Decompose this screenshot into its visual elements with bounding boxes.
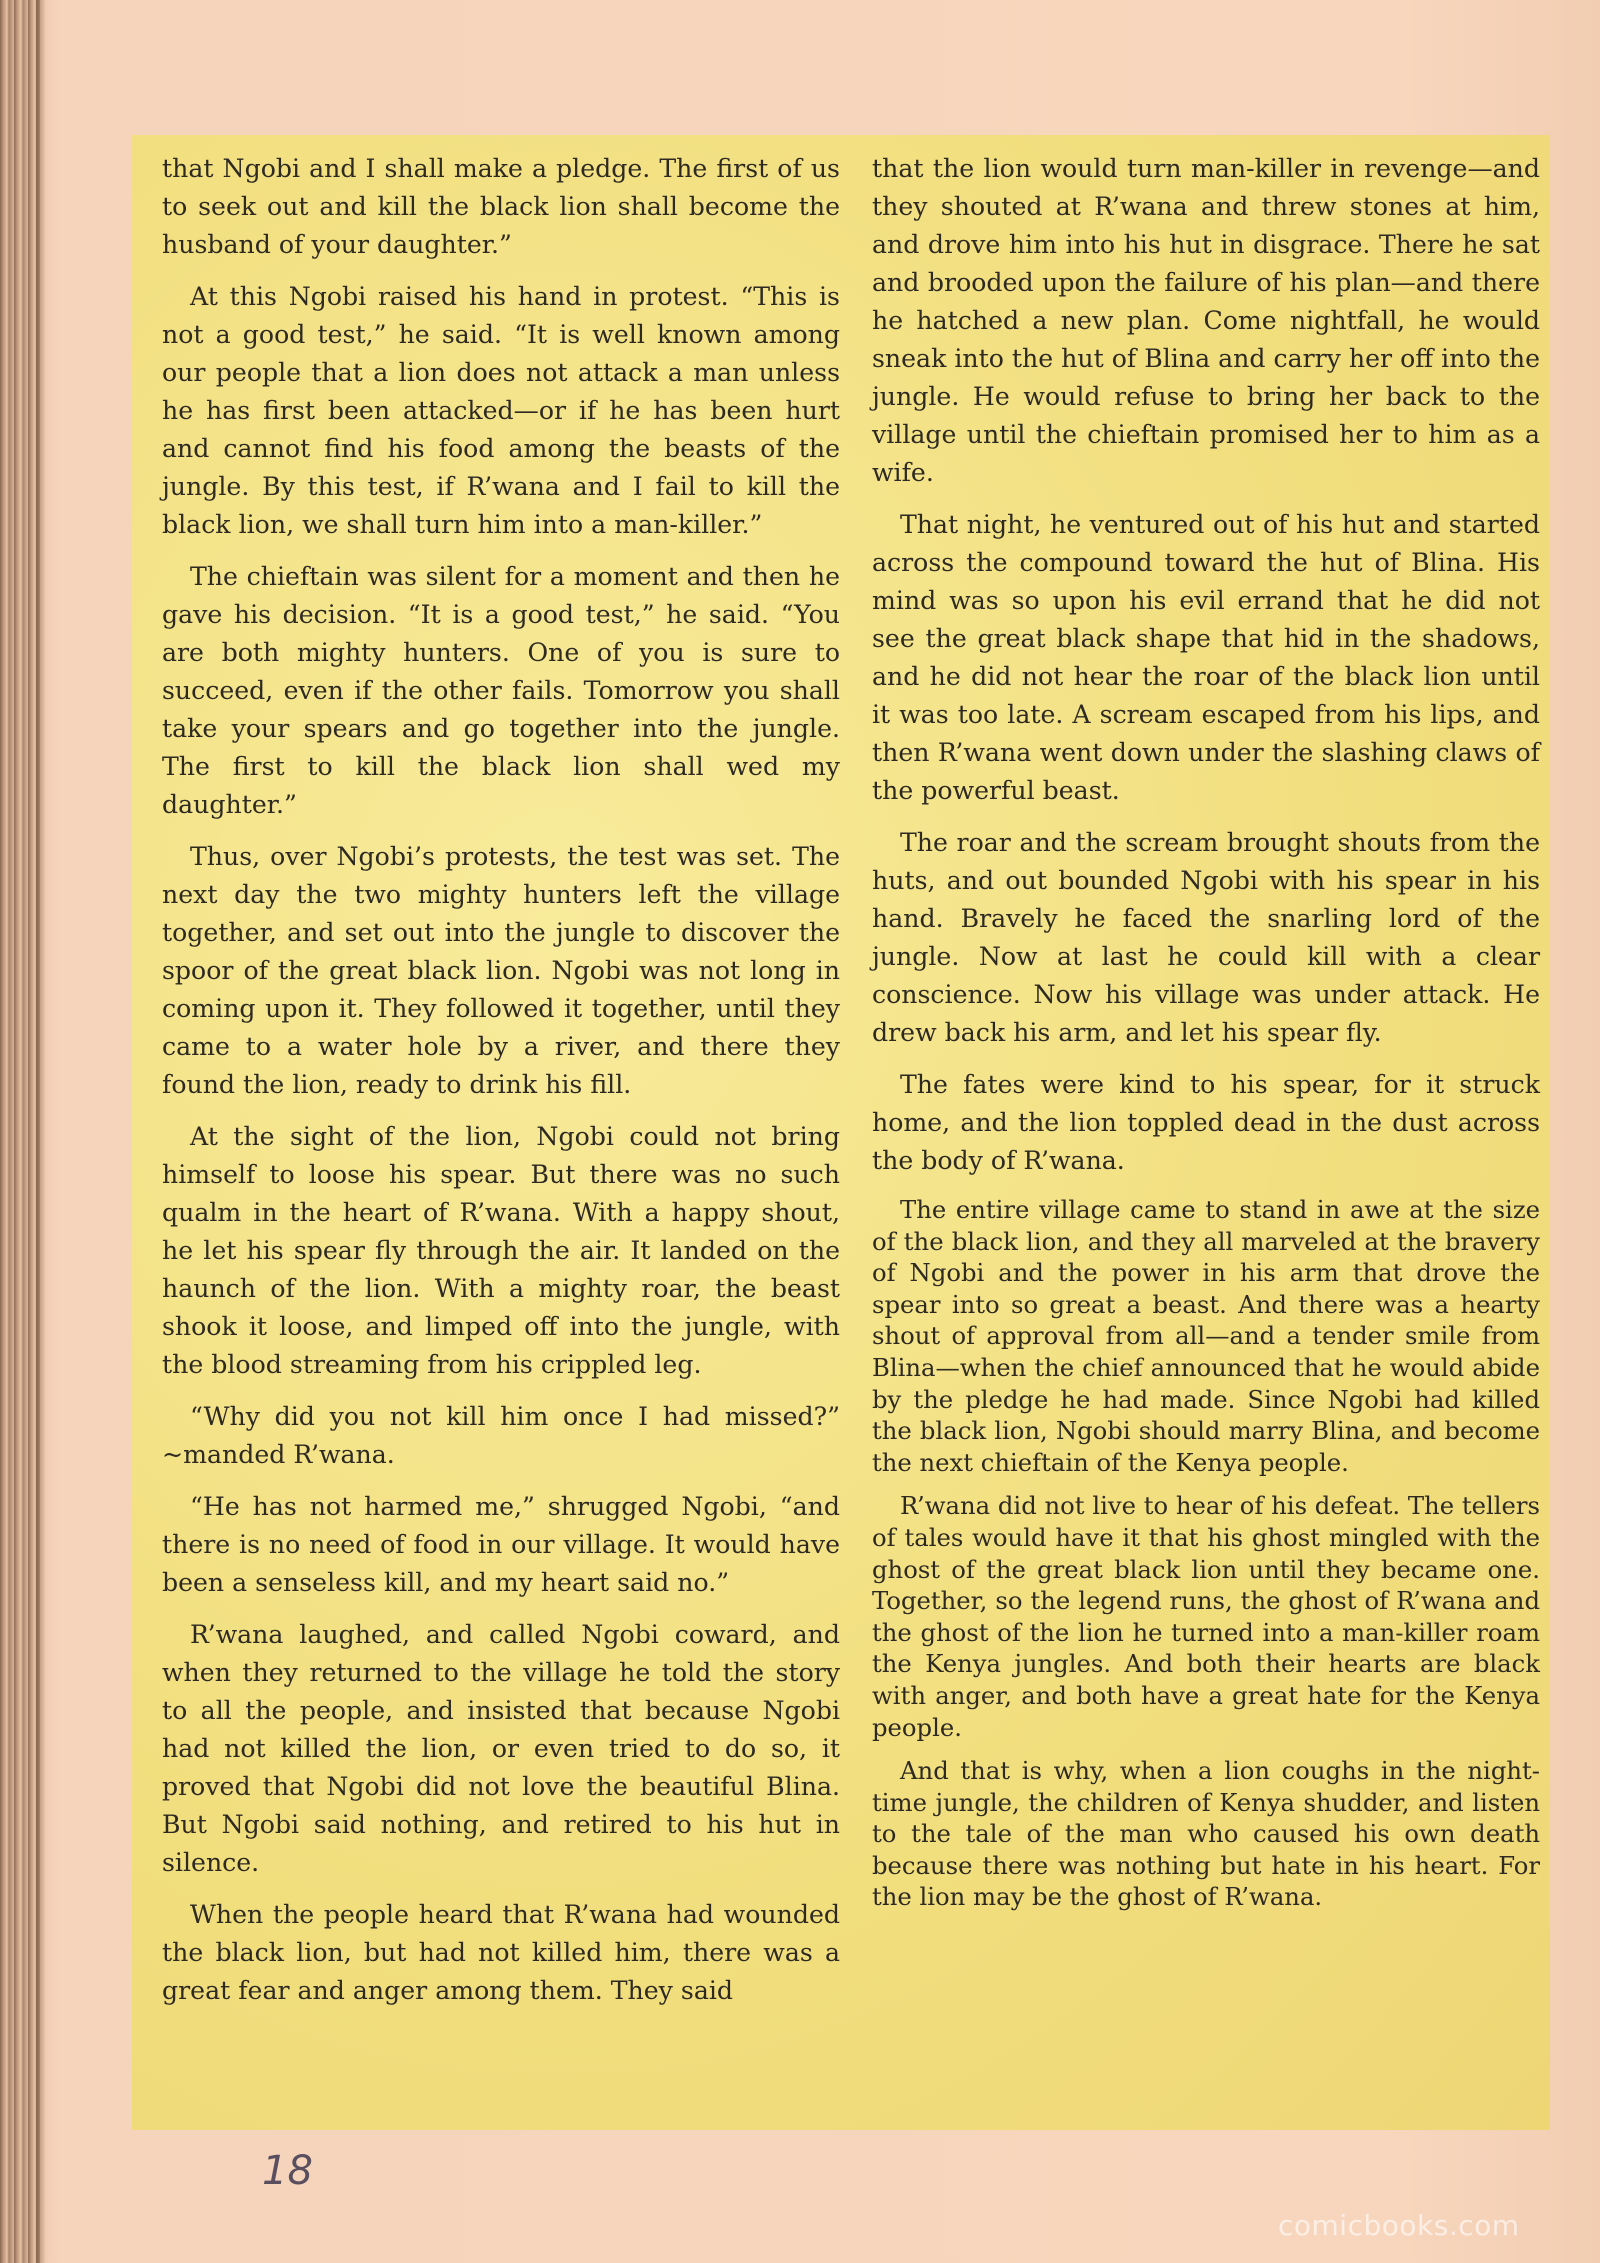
- paragraph: At this Ngobi raised his hand in protest. “This is not a good test,” he said. “It is well known among our people that a lion does not attack a man unless he has first been attacked—or if he has been hurt and cannot find his food among the beasts of the jungle. By this test, if R’wana and I fail to kill the black lion, we shall turn him into a man-killer.”: [162, 282, 840, 539]
- page-number: 18: [262, 2148, 313, 2194]
- left-column: [162, 150, 840, 2024]
- paragraph: R’wana did not live to hear of his defeat. The tellers of tales would have it that his ghost mingled with the ghost of the great black lion until they became one. Together, so the legend runs, the ghost of R’wana and the ghost of the lion he turned into a man-killer roam the Kenya jungles. And both their hearts are black with anger, and both have a great hate for the Kenya people.: [872, 1491, 1540, 1742]
- binding-spine: [0, 0, 40, 2263]
- site-watermark: comicbooks.com: [1278, 2209, 1520, 2242]
- right-column: [872, 150, 1540, 1925]
- paragraph: And that is why, when a lion coughs in the night-time jungle, the children of Kenya shudder, and listen to the tale of the man who caused his own death because there was nothing but hate in his heart. For the lion may be the ghost of R’wana.: [872, 1756, 1540, 1912]
- paragraph: R’wana laughed, and called Ngobi coward, and when they returned to the village he told the story to all the people, and insisted that because Ngobi had not killed the lion, or even tried to do so, it proved that Ngobi did not love the beautiful Blina. But Ngobi said nothing, and retired to his hut in silence.: [162, 1620, 840, 1877]
- paragraph: The chieftain was silent for a moment and then he gave his decision. “It is a good test,” he said. “You are both mighty hunters. One of you is sure to succeed, even if the other fails. Tomorrow you shall take your spears and go together into the jungle. The first to kill the black lion shall wed my daughter.”: [162, 562, 840, 819]
- paragraph: that Ngobi and I shall make a pledge. The first of us to seek out and kill the black lion shall become the husband of your daughter.”: [162, 154, 840, 259]
- paragraph: That night, he ventured out of his hut and started across the compound toward the hut of Blina. His mind was so upon his evil errand that he did not see the great black shape that hid in the shadows, and he did not hear the roar of the black lion until it was too late. A scream escaped from his lips, and then R’wana went down under the slashing claws of the powerful beast.: [872, 510, 1540, 805]
- paragraph: “Why did you not kill him once I had missed?” ~manded R’wana.: [162, 1402, 840, 1469]
- paragraph: “He has not harmed me,” shrugged Ngobi, “and there is no need of food in our village. It would have been a senseless kill, and my heart said no.”: [162, 1492, 840, 1597]
- paragraph: Thus, over Ngobi’s protests, the test was set. The next day the two mighty hunters left the village together, and set out into the jungle to discover the spoor of the great black lion. Ngobi was not long in coming upon it. They followed it together, until they came to a water hole by a river, and there they found the lion, ready to drink his fill.: [162, 842, 840, 1099]
- paragraph: The entire village came to stand in awe at the size of the black lion, and they all marveled at the bravery of Ngobi and the power in his arm that drove the spear into so great a beast. And there was a hearty shout of approval from all—and a tender smile from Blina—when the chief announced that he would abide by the pledge he had made. Since Ngobi had killed the black lion, Ngobi should marry Blina, and become the next chieftain of the Kenya people.: [872, 1195, 1540, 1477]
- paragraph: The roar and the scream brought shouts from the huts, and out bounded Ngobi with his spear in his hand. Bravely he faced the snarling lord of the jungle. Now at last he could kill with a clear conscience. Now his village was under attack. He drew back his arm, and let his spear fly.: [872, 828, 1540, 1047]
- spine-shadow: [36, 0, 46, 2263]
- paragraph: At the sight of the lion, Ngobi could not bring himself to loose his spear. But there was no such qualm in the heart of R’wana. With a happy shout, he let his spear fly through the air. It landed on the haunch of the lion. With a mighty roar, the beast shook it loose, and limped off into the jungle, with the blood streaming from his crippled leg.: [162, 1122, 840, 1379]
- paragraph: that the lion would turn man-killer in revenge—and they shouted at R’wana and threw stones at him, and drove him into his hut in disgrace. There he sat and brooded upon the failure of his plan—and there he hatched a new plan. Come nightfall, he would sneak into the hut of Blina and carry her off into the jungle. He would refuse to bring her back to the village until the chieftain promised her to him as a wife.: [872, 154, 1540, 487]
- paragraph: The fates were kind to his spear, for it struck home, and the lion toppled dead in the dust across the body of R’wana.: [872, 1070, 1540, 1175]
- paragraph: When the people heard that R’wana had wounded the black lion, but had not killed him, there was a great fear and anger among them. They said: [162, 1900, 840, 2005]
